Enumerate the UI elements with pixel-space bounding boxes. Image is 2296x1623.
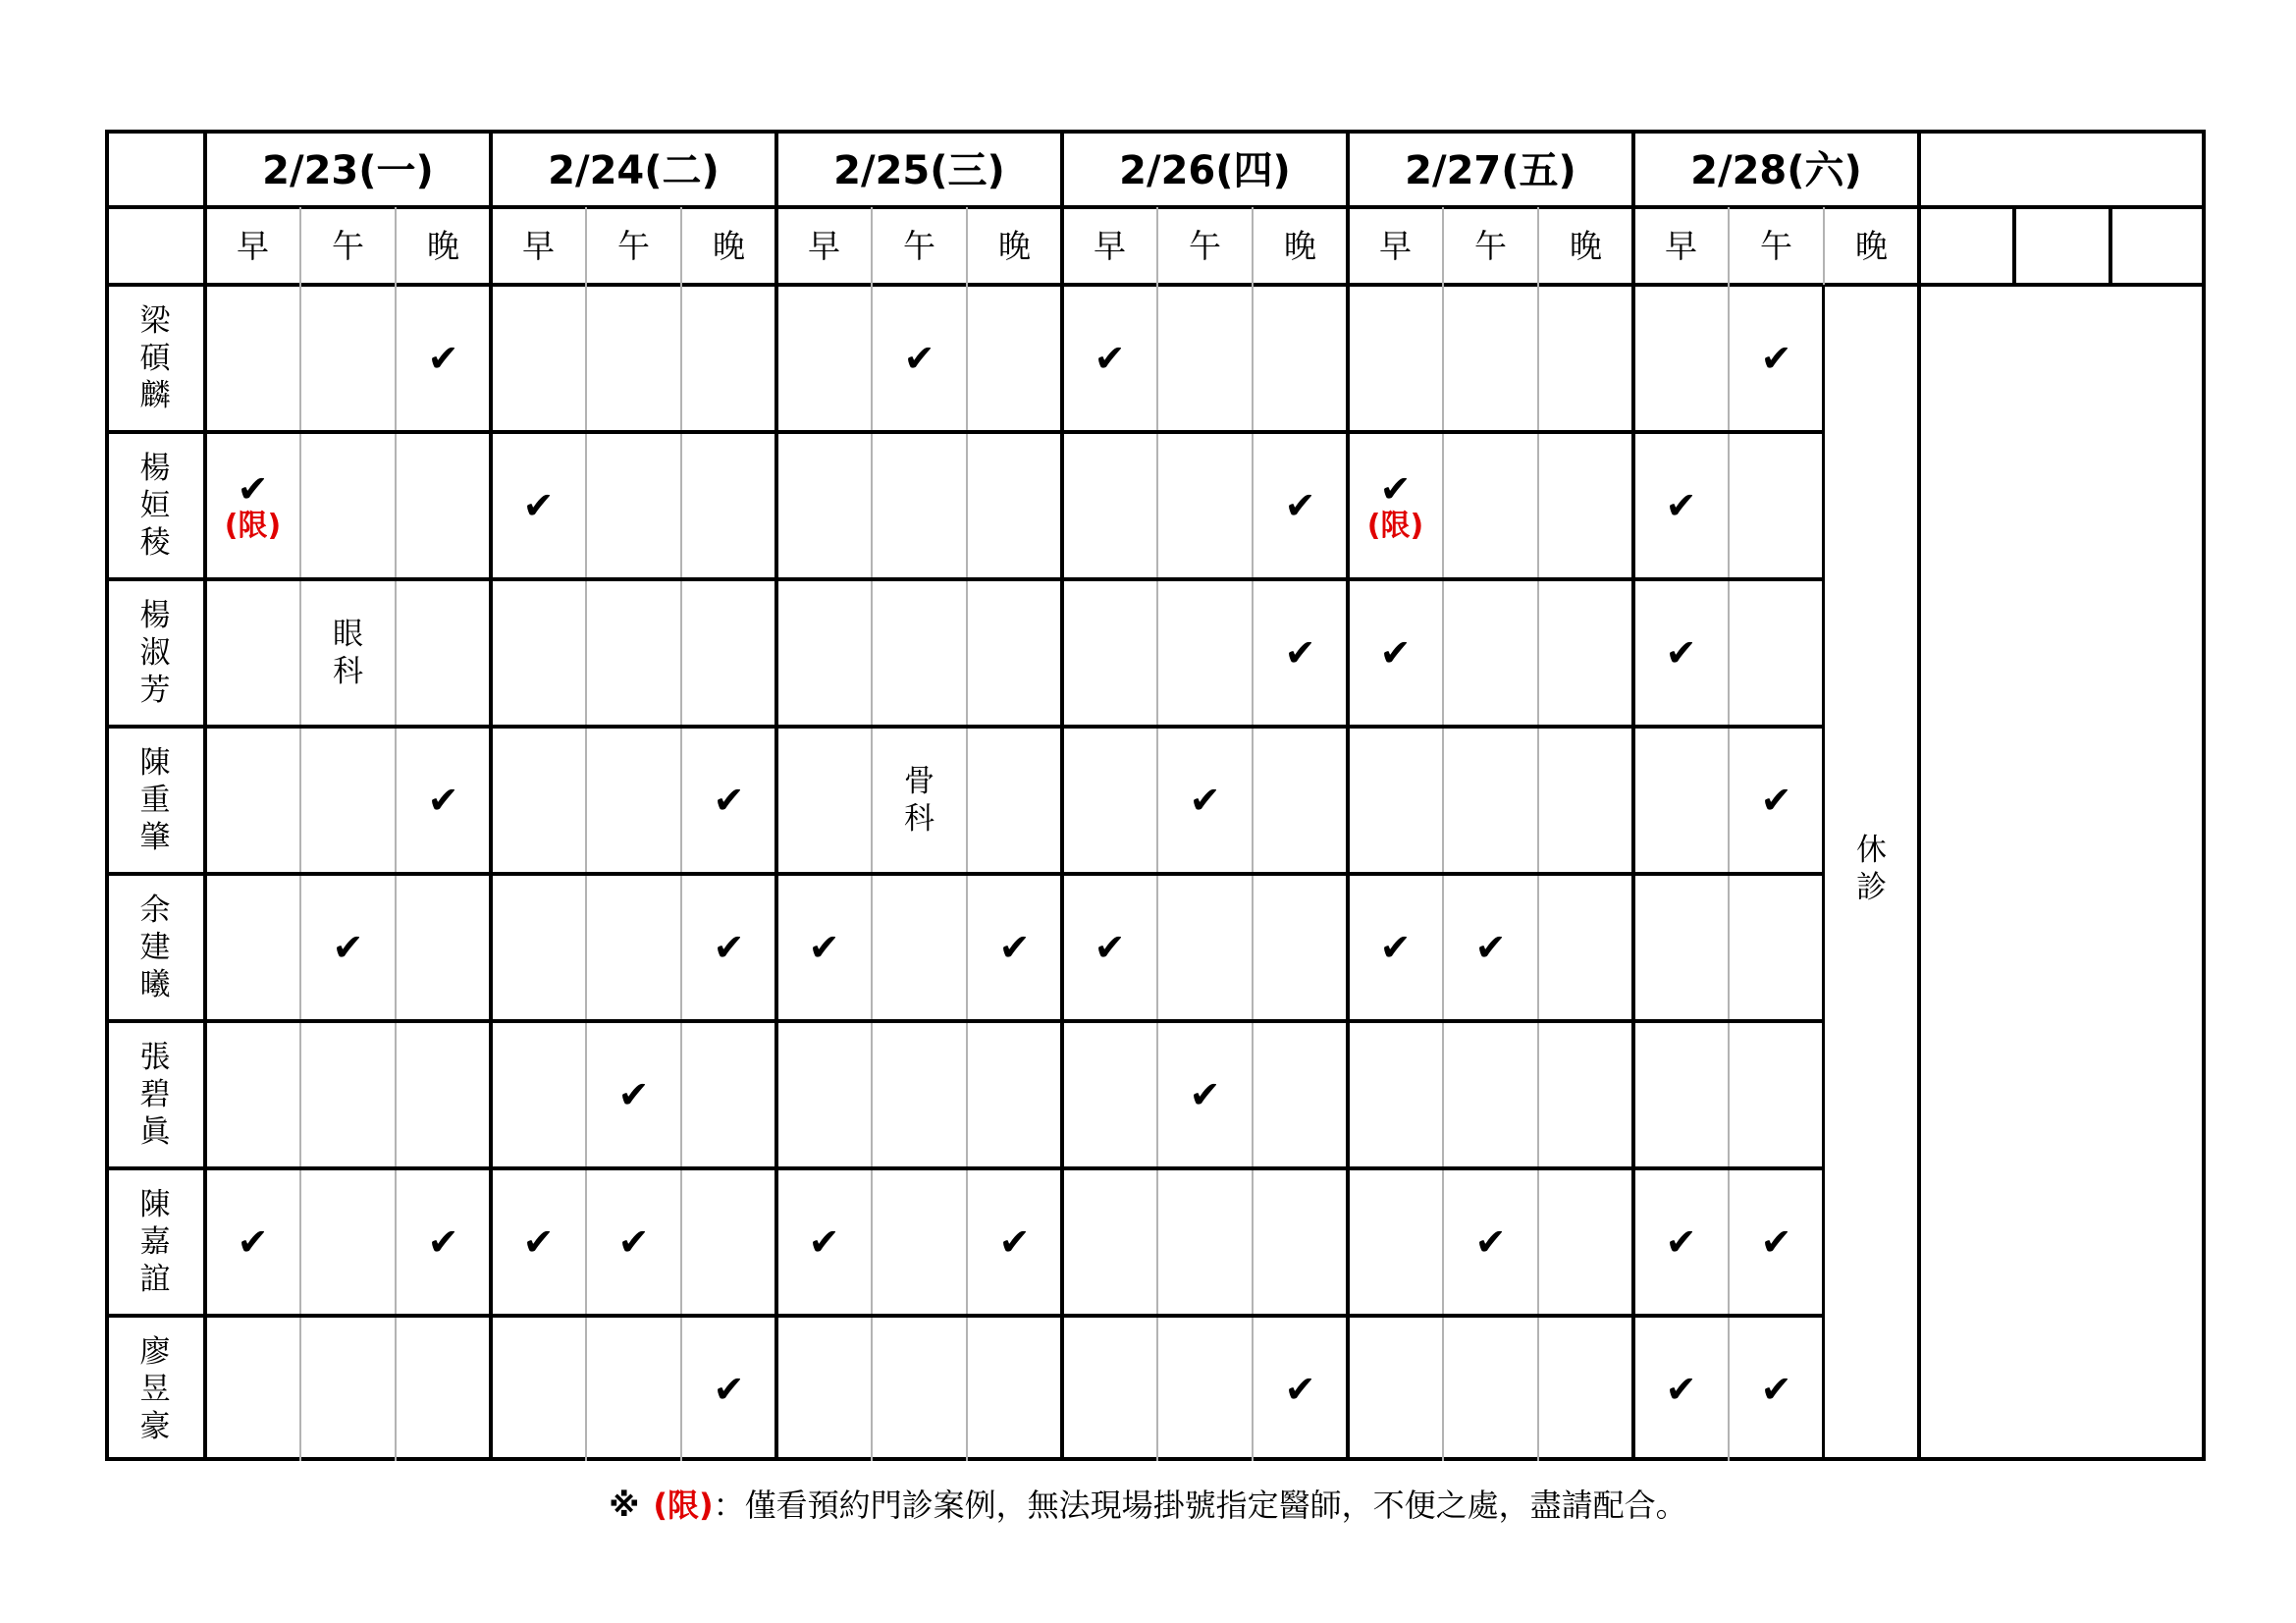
slot-header: 午 [1760, 227, 1792, 265]
department-note: 眼 科 [333, 617, 363, 689]
checkmark: ✔ [1665, 631, 1697, 675]
day-header: 2/28(六) [1690, 147, 1862, 193]
checkmark: ✔ [713, 1368, 745, 1411]
slot-divider [1537, 207, 1539, 1461]
checkmark: ✔ [617, 1073, 650, 1116]
checkmark: ✔ [1094, 926, 1126, 969]
slot-header: 晚 [1855, 227, 1888, 265]
day-header: 2/27(五) [1405, 147, 1576, 193]
slot-divider [871, 207, 873, 1461]
row-divider [105, 430, 1824, 434]
blank-column-divider [2109, 207, 2112, 285]
slot-header: 早 [1379, 227, 1412, 265]
checkmark: ✔ [1665, 484, 1697, 527]
slot-divider [299, 207, 301, 1461]
day-header: 2/26(四) [1119, 147, 1291, 193]
slot-divider [1728, 207, 1730, 1461]
checkmark: ✔ [427, 779, 459, 822]
doctor-name: 陳 重 肇 [139, 745, 171, 855]
checkmark: ✔ [1760, 779, 1792, 822]
checkmark: ✔ [1474, 1220, 1507, 1264]
checkmark: ✔ [1189, 779, 1221, 822]
checkmark: ✔ [1760, 337, 1792, 380]
row-divider [105, 577, 1824, 581]
row-divider [105, 872, 1824, 876]
day-divider [1060, 130, 1064, 1461]
checkmark: ✔ [1189, 1073, 1221, 1116]
checkmark: ✔ [1094, 337, 1126, 380]
header-divider [105, 283, 2206, 287]
day-header: 2/24(二) [548, 147, 720, 193]
checkmark: ✔ [1379, 631, 1412, 675]
slot-header: 晚 [1570, 227, 1602, 265]
checkmark: ✔ [1760, 1368, 1792, 1411]
slot-header: 晚 [998, 227, 1031, 265]
header-divider [105, 205, 2206, 209]
day-header: 2/25(三) [833, 147, 1005, 193]
table-border-right [2202, 130, 2206, 1461]
slot-divider [395, 207, 397, 1461]
doctor-name: 楊 姮 稜 [139, 451, 171, 561]
restricted-cell: ✔ (限) [224, 467, 282, 543]
slot-header: 午 [1189, 227, 1221, 265]
checkmark: ✔ [1665, 1220, 1697, 1264]
checkmark: ✔ [808, 1220, 840, 1264]
checkmark: ✔ [713, 779, 745, 822]
row-divider [105, 725, 1824, 729]
checkmark: ✔ [1284, 1368, 1316, 1411]
footnote-symbol: ※ [609, 1487, 640, 1524]
checkmark: ✔ [1379, 926, 1412, 969]
day-divider [1346, 130, 1350, 1461]
checkmark: ✔ [617, 1220, 650, 1264]
slot-header: 午 [1474, 227, 1507, 265]
table-border-bottom [105, 1457, 2206, 1461]
checkmark: ✔ [1760, 1220, 1792, 1264]
row-divider [105, 1019, 1824, 1023]
checkmark: ✔ [1474, 926, 1507, 969]
slot-header: 早 [808, 227, 840, 265]
slot-divider [1442, 207, 1444, 1461]
slot-divider [1823, 207, 1825, 285]
slot-divider [966, 207, 968, 1461]
footnote [0, 1481, 2296, 1526]
slot-header: 早 [522, 227, 555, 265]
checkmark: ✔ [998, 926, 1031, 969]
slot-header: 早 [1665, 227, 1697, 265]
day-divider [1631, 130, 1635, 1461]
checkmark: ✔ [903, 337, 935, 380]
slot-divider [1156, 207, 1158, 1461]
slot-divider [1252, 207, 1254, 1461]
doctor-name: 陳 嘉 誼 [139, 1187, 171, 1297]
doctor-name: 余 建 曦 [139, 893, 171, 1002]
checkmark: ✔ [522, 1220, 555, 1264]
slot-header: 午 [617, 227, 650, 265]
day-header: 2/23(一) [262, 147, 434, 193]
slot-header: 晚 [1284, 227, 1316, 265]
checkmark: ✔ [237, 1220, 269, 1264]
slot-header: 晚 [427, 227, 459, 265]
closed-label: 休 診 [1856, 833, 1887, 905]
checkmark: ✔ [1284, 631, 1316, 675]
column-divider [203, 130, 207, 1461]
slot-header: 早 [1094, 227, 1126, 265]
slot-divider [680, 207, 682, 1461]
row-divider [105, 1166, 1824, 1170]
doctor-name: 廖 昱 豪 [139, 1334, 171, 1444]
department-note: 骨 科 [904, 764, 934, 837]
checkmark: ✔ [1665, 1368, 1697, 1411]
checkmark: ✔ [713, 926, 745, 969]
restricted-cell: ✔ (限) [1366, 467, 1424, 543]
table-border-left [105, 130, 109, 1461]
checkmark: ✔ [427, 337, 459, 380]
slot-header: 晚 [713, 227, 745, 265]
slot-header: 午 [332, 227, 364, 265]
doctor-name: 梁 碩 麟 [139, 303, 171, 413]
checkmark: ✔ [808, 926, 840, 969]
day-divider [1917, 130, 1921, 1461]
slot-divider [585, 207, 587, 1461]
slot-header: 早 [237, 227, 269, 265]
slot-header: 午 [903, 227, 935, 265]
doctor-name: 張 碧 眞 [139, 1040, 171, 1150]
checkmark: ✔ [522, 484, 555, 527]
footnote-restricted-mark: (限) [653, 1487, 714, 1524]
doctor-name: 楊 淑 芳 [139, 598, 171, 708]
checkmark: ✔ [998, 1220, 1031, 1264]
row-divider [105, 1314, 1824, 1318]
footnote-text: ：僅看預約門診案例，無法現場掛號指定醫師，不便之處，盡請配合。 [713, 1487, 1687, 1524]
checkmark: ✔ [332, 926, 364, 969]
checkmark: ✔ [427, 1220, 459, 1264]
table-border-top [105, 130, 2206, 134]
blank-column-divider [2012, 207, 2016, 285]
checkmark: ✔ [1284, 484, 1316, 527]
